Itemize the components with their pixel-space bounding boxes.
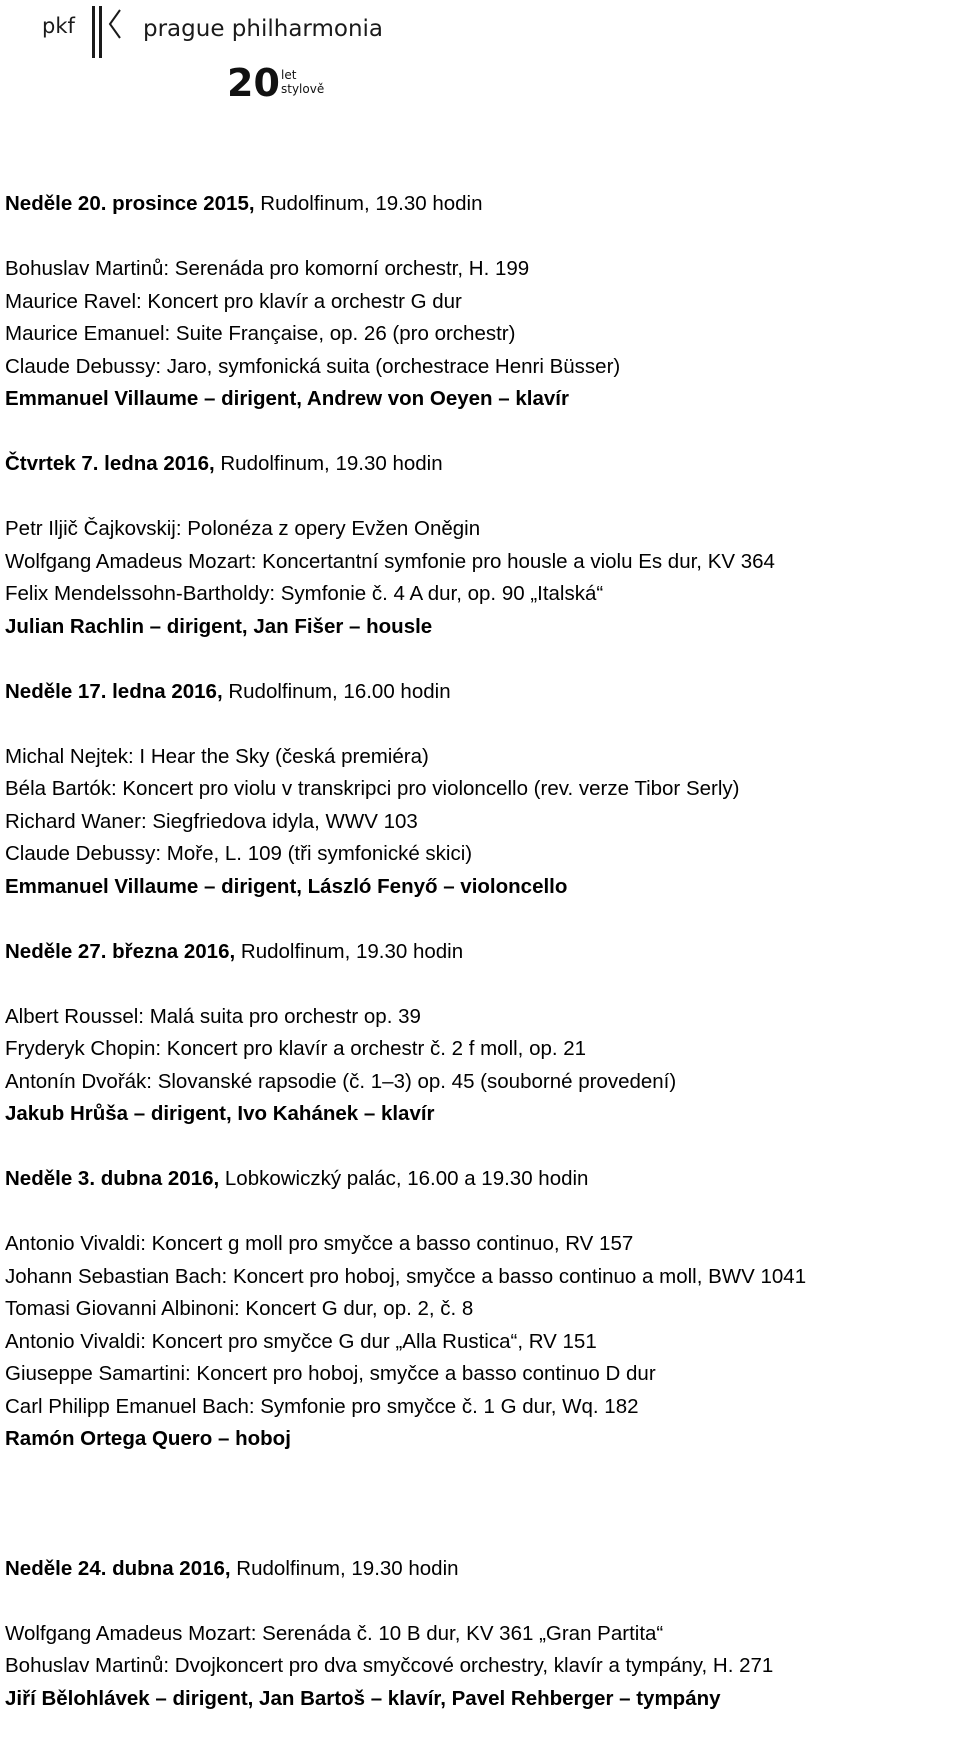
concert-heading bbox=[5, 676, 955, 709]
concert-event bbox=[5, 448, 955, 643]
concert-place: Rudolfinum, 16.00 hodin bbox=[222, 679, 451, 703]
concert-heading bbox=[5, 1553, 955, 1586]
concert-event bbox=[5, 1163, 955, 1456]
program-item: Béla Bartók: Koncert pro violu v transkripci pro violoncello (rev. verze Tibor Serly) bbox=[5, 777, 740, 800]
concert-date: Neděle 17. ledna 2016, bbox=[5, 679, 223, 703]
program-item: Tomasi Giovanni Albinoni: Koncert G dur, op. 2, č. 8 bbox=[5, 1297, 474, 1320]
concert-performers: Jiří Bělohlávek – dirigent, Jan Bartoš – klavír, Pavel Rehberger – tympány bbox=[5, 1686, 721, 1710]
program-item: Antonín Dvořák: Slovanské rapsodie (č. 1–3) op. 45 (souborné provedení) bbox=[5, 1069, 677, 1093]
concert-performers: Ramón Ortega Quero – hoboj bbox=[5, 1427, 291, 1450]
concert-heading bbox=[5, 448, 955, 481]
program-item: Michal Nejtek: I Hear the Sky (česká premiéra) bbox=[5, 744, 429, 768]
program-item: Richard Waner: Siegfriedova idyla, WWV 103 bbox=[5, 809, 418, 833]
program-item: Claude Debussy: Jaro, symfonická suita (orchestrace Henri Büsser) bbox=[5, 354, 621, 378]
program-item: Claude Debussy: Moře, L. 109 (tři symfonické skici) bbox=[5, 842, 473, 865]
concert-list bbox=[5, 188, 955, 1748]
program-item: Bohuslav Martinů: Dvojkoncert pro dva smyčcové orchestry, klavír a tympány, H. 271 bbox=[5, 1654, 774, 1677]
concert-event bbox=[5, 936, 955, 1131]
anniversary-line-2: stylově bbox=[281, 82, 325, 96]
concert-heading bbox=[5, 1163, 955, 1196]
concert-event bbox=[5, 188, 955, 416]
concert-date: Čtvrtek 7. ledna 2016, bbox=[5, 452, 215, 475]
logo-pkf-text: pkf bbox=[42, 14, 75, 38]
concert-performers: Jakub Hrůša – dirigent, Ivo Kahánek – klavír bbox=[5, 1102, 435, 1125]
concert-performers: Emmanuel Villaume – dirigent, Andrew von Oeyen – klavír bbox=[5, 387, 569, 410]
concert-heading bbox=[5, 936, 955, 969]
concert-event bbox=[5, 1553, 955, 1716]
program-item: Johann Sebastian Bach: Koncert pro hoboj, smyčce a basso continuo a moll, BWV 1041 bbox=[5, 1264, 807, 1288]
program-item: Antonio Vivaldi: Koncert g moll pro smyčce a basso continuo, RV 157 bbox=[5, 1232, 634, 1255]
program-item: Maurice Ravel: Koncert pro klavír a orchestr G dur bbox=[5, 289, 462, 313]
logo-bars-icon bbox=[88, 6, 148, 60]
program-item: Antonio Vivaldi: Koncert pro smyčce G dur „Alla Rustica“, RV 151 bbox=[5, 1329, 597, 1353]
program-item: Carl Philipp Emanuel Bach: Symfonie pro smyčce č. 1 G dur, Wq. 182 bbox=[5, 1394, 639, 1418]
concert-date: Neděle 3. dubna 2016, bbox=[5, 1167, 220, 1190]
concert-place: Lobkowiczký palác, 16.00 a 19.30 hodin bbox=[219, 1167, 589, 1190]
anniversary-line-1: let bbox=[281, 68, 297, 82]
concert-date: Neděle 20. prosince 2015, bbox=[5, 192, 255, 215]
program-item: Petr Iljič Čajkovskij: Polonéza z opery Evžen Oněgin bbox=[5, 517, 481, 540]
program-item: Fryderyk Chopin: Koncert pro klavír a orchestr č. 2 f moll, op. 21 bbox=[5, 1037, 587, 1060]
header bbox=[0, 0, 960, 120]
program-item: Felix Mendelssohn-Bartholdy: Symfonie č. 4 A dur, op. 90 „Italská“ bbox=[5, 582, 604, 605]
logo-name-text: prague philharmonia bbox=[143, 16, 384, 42]
concert-date: Neděle 27. března 2016, bbox=[5, 939, 236, 963]
concert-place: Rudolfinum, 19.30 hodin bbox=[235, 939, 464, 963]
concert-place: Rudolfinum, 19.30 hodin bbox=[230, 1556, 459, 1580]
concert-event bbox=[5, 676, 955, 904]
concert-heading bbox=[5, 188, 955, 221]
program-item: Giuseppe Samartini: Koncert pro hoboj, smyčce a basso continuo D dur bbox=[5, 1362, 656, 1385]
concert-performers: Julian Rachlin – dirigent, Jan Fišer – housle bbox=[5, 614, 433, 638]
concert-place: Rudolfinum, 19.30 hodin bbox=[254, 192, 483, 215]
program-item: Albert Roussel: Malá suita pro orchestr op. 39 bbox=[5, 1004, 421, 1028]
concert-performers: Emmanuel Villaume – dirigent, László Fenyő – violoncello bbox=[5, 874, 568, 898]
concert-date: Neděle 24. dubna 2016, bbox=[5, 1556, 231, 1580]
concert-place: Rudolfinum, 19.30 hodin bbox=[214, 452, 443, 475]
anniversary-text bbox=[281, 68, 324, 96]
program-item: Wolfgang Amadeus Mozart: Koncertantní symfonie pro housle a violu Es dur, KV 364 bbox=[5, 549, 775, 573]
anniversary-number: 20 bbox=[227, 61, 280, 105]
program-item: Wolfgang Amadeus Mozart: Serenáda č. 10 B dur, KV 361 „Gran Partita“ bbox=[5, 1621, 664, 1645]
program-item: Maurice Emanuel: Suite Française, op. 26 (pro orchestr) bbox=[5, 322, 516, 345]
program-item: Bohuslav Martinů: Serenáda pro komorní orchestr, H. 199 bbox=[5, 257, 530, 280]
